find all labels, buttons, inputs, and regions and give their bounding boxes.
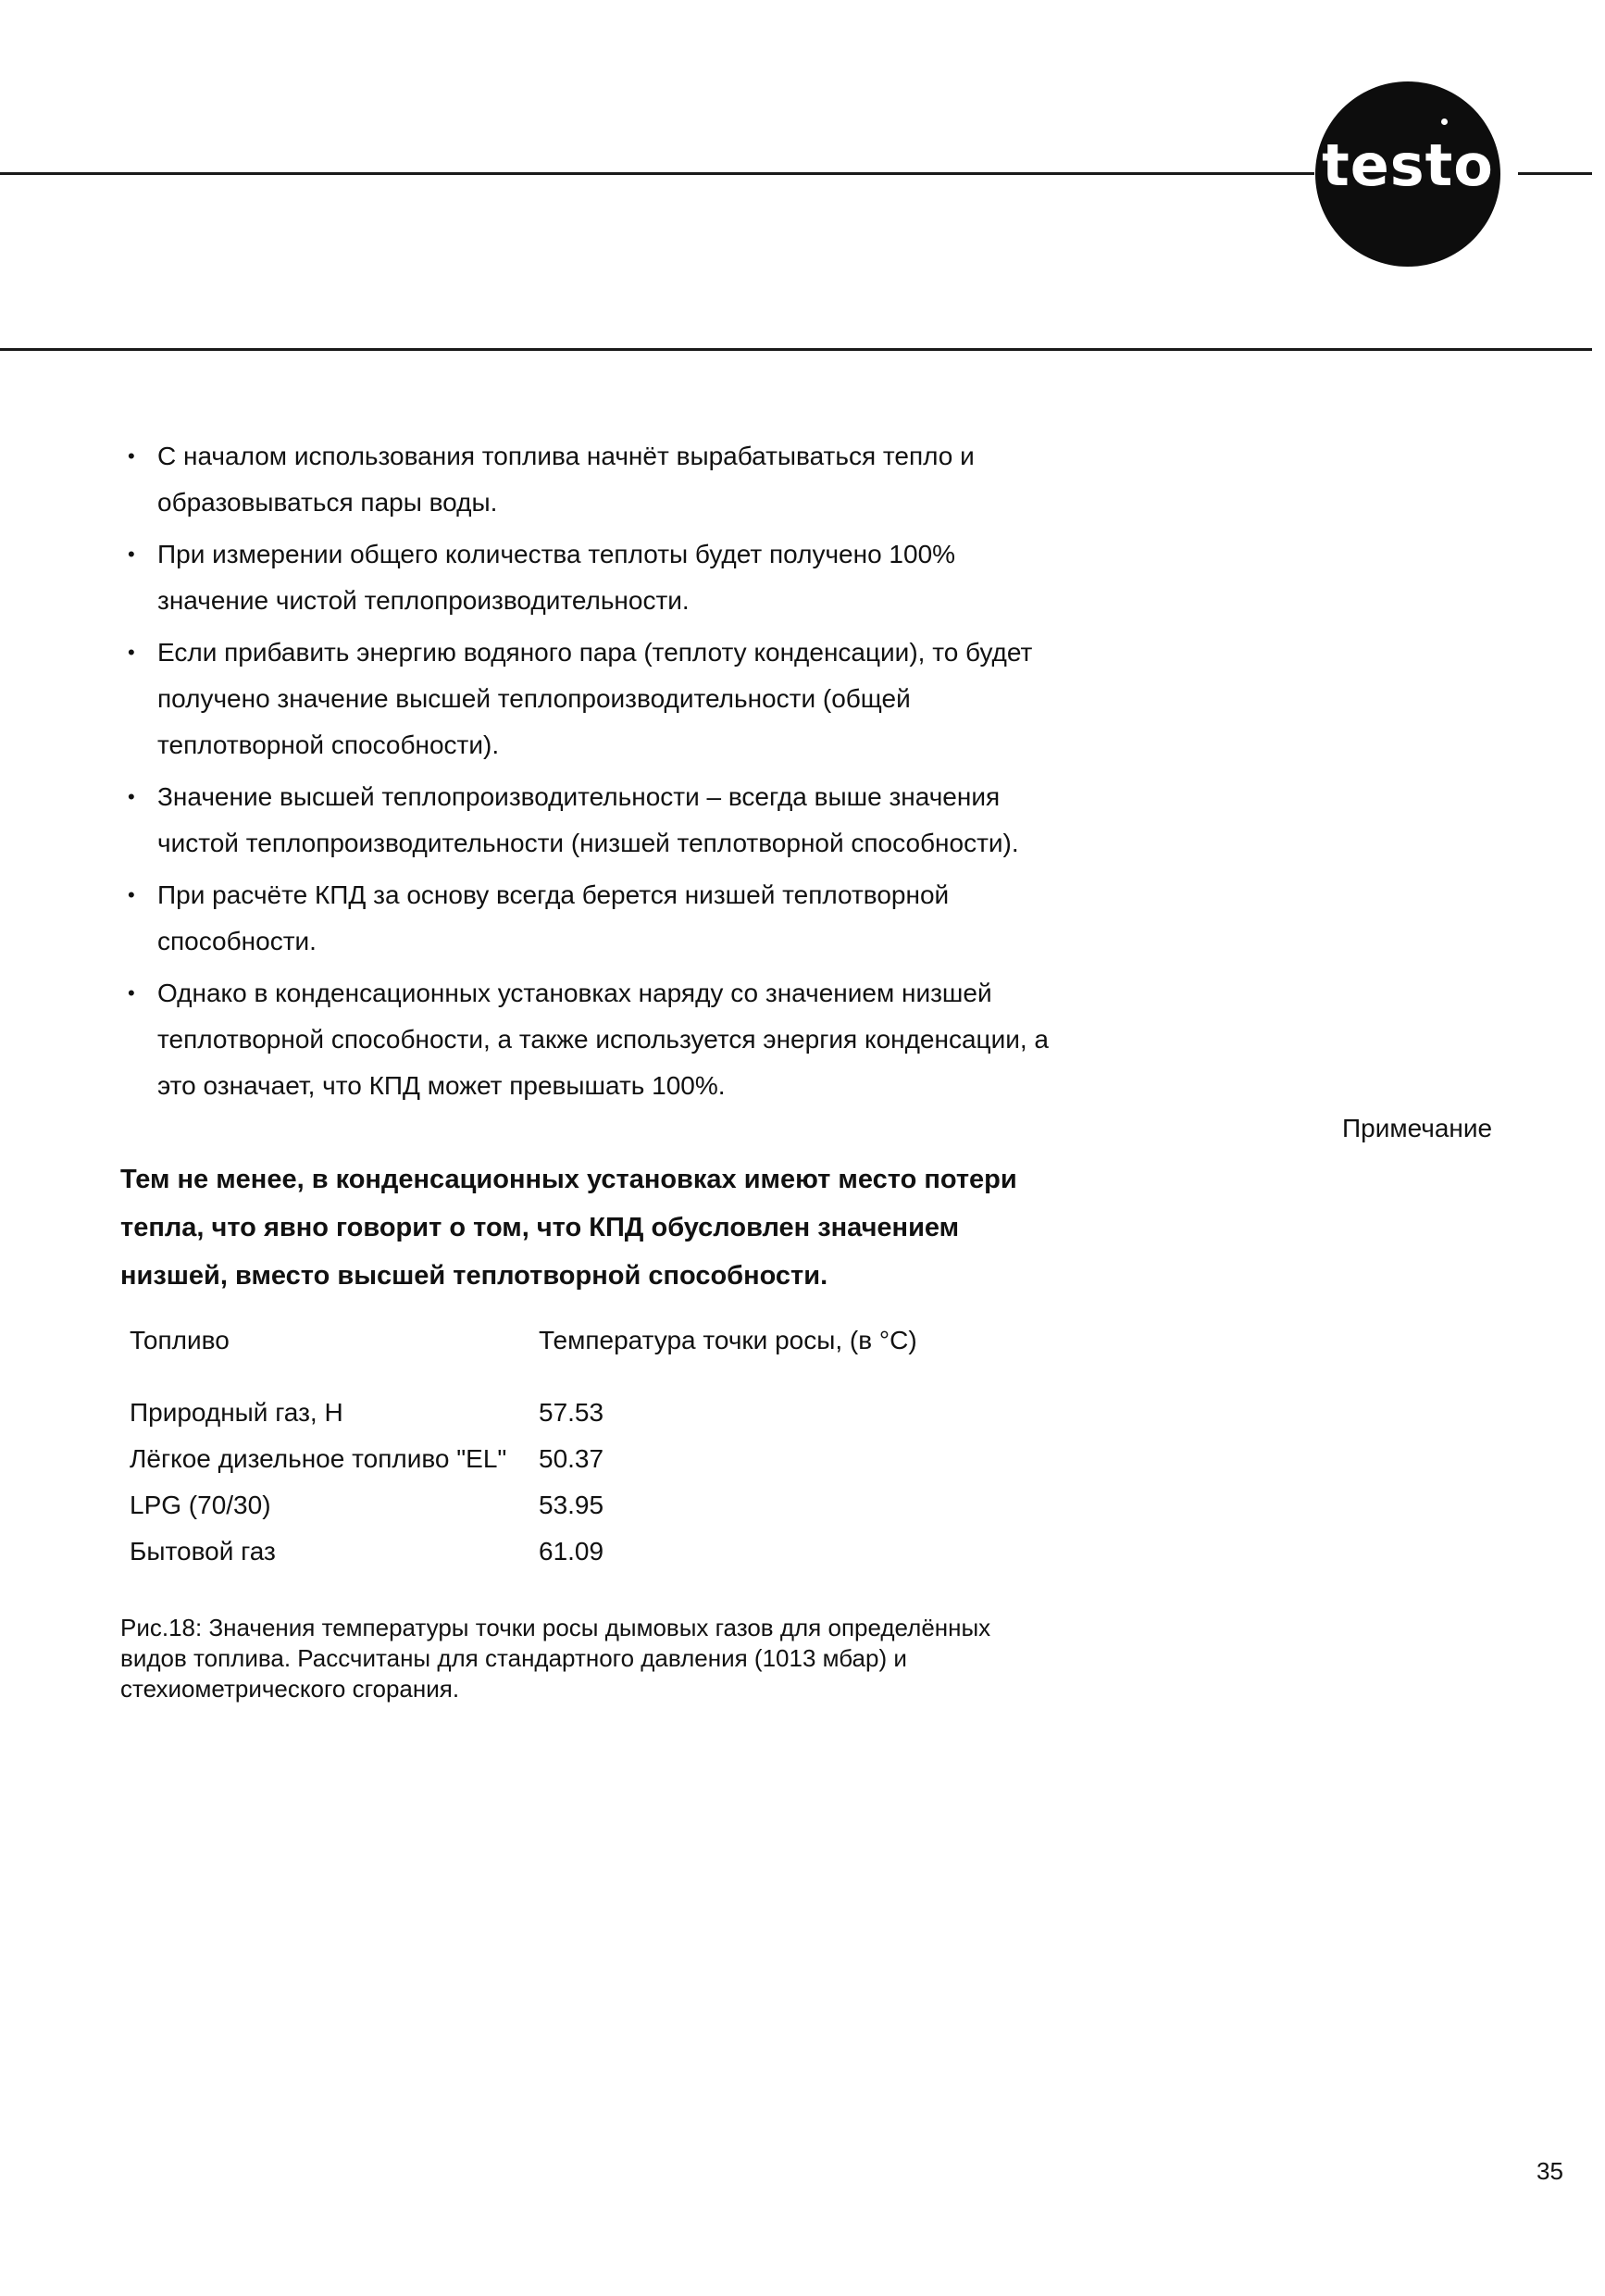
fuel-cell: Бытовой газ (130, 1537, 276, 1566)
bullet-item: • Если прибавить энергию водяного пара (теплоту конденсации), то будет получено значение высшей теплопроизводительности (общей теплотворной способности). (120, 630, 1064, 768)
dew-point-cell: 57.53 (539, 1398, 604, 1427)
bullet-item: • При расчёте КПД за основу всегда берется низшей теплотворной способности. (120, 872, 1064, 965)
dew-point-table (130, 1326, 917, 1583)
margin-note-label: Примечание (1342, 1114, 1493, 1142)
bullet-item: • Однако в конденсационных установках наряду со значением низшей теплотворной способности, а также используется энергия конденсации, а это означает, что КПД может превышать 100%. (120, 970, 1064, 1109)
fuel-cell: LPG (70/30) (130, 1491, 271, 1519)
bullet-item: • При измерении общего количества теплоты будет получено 100% значение чистой теплопроизводительности. (120, 531, 1064, 624)
header-rule-right (1518, 172, 1592, 175)
header-dew-point: Температура точки росы, (в °C) (539, 1326, 917, 1354)
table-header-row (130, 1326, 917, 1398)
table-row (130, 1398, 917, 1444)
header-rule-left (0, 172, 1314, 175)
table-row (130, 1444, 917, 1491)
page-number: 35 (1537, 2157, 1563, 2185)
fuel-cell: Лёгкое дизельное топливо "EL" (130, 1444, 507, 1473)
bullet-list (120, 433, 1064, 1115)
logo-dot-icon (1441, 119, 1448, 125)
logo-text: testo (1322, 131, 1494, 199)
figure-caption: Рис.18: Значения температуры точки росы дымовых газов для определённых видов топлива. Рассчитаны для стандартного давления (1013 мбар) и стехиометрического сгорания. (120, 1614, 991, 1703)
table-row (130, 1491, 917, 1537)
bullet-item: • С началом использования топлива начнёт вырабатываться тепло и образовываться пары воды. (120, 433, 1064, 526)
fuel-cell: Природный газ, H (130, 1398, 343, 1427)
bullet-item: • Значение высшей теплопроизводительности – всегда выше значения чистой теплопроизводительности (низшей теплотворной способности). (120, 774, 1064, 867)
dew-point-cell: 50.37 (539, 1444, 604, 1473)
header-rule-bottom (0, 348, 1592, 351)
header-fuel: Топливо (130, 1326, 230, 1354)
testo-logo (1315, 81, 1500, 267)
dew-point-cell: 53.95 (539, 1491, 604, 1519)
dew-point-cell: 61.09 (539, 1537, 604, 1566)
table-row (130, 1537, 917, 1583)
emphasis-paragraph: Тем не менее, в конденсационных установках имеют место потери тепла, что явно говорит о том, что КПД обусловлен значением низшей, вместо высшей теплотворной способности. (120, 1165, 1017, 1291)
